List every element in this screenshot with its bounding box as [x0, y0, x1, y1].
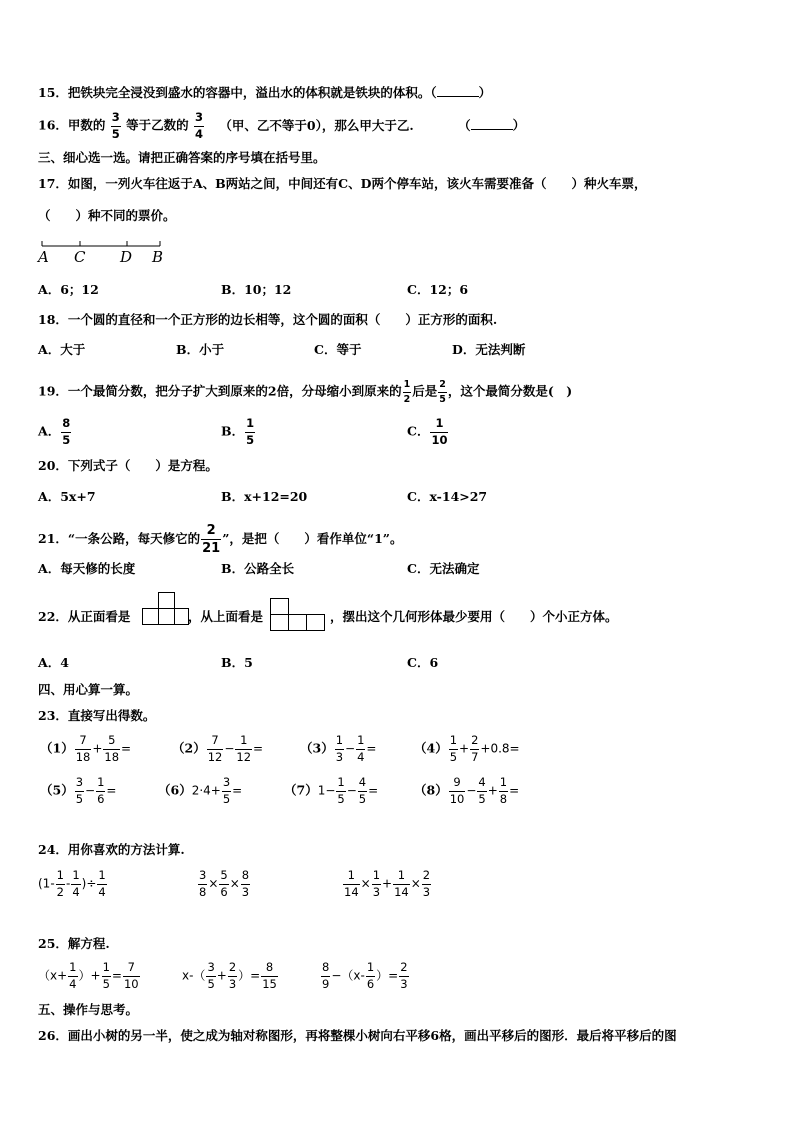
question-15: 15．把铁块完全浸没到盛水的容器中，溢出水的体积就是铁块的体积。（ ）	[38, 85, 492, 100]
operator: +	[487, 783, 498, 798]
fraction: $\frac{1}{5}$	[337, 775, 345, 806]
operator: 1−	[317, 783, 336, 798]
option-c: C． $\frac{1}{10}$	[407, 416, 448, 447]
operator: −	[345, 741, 356, 756]
equation-3	[320, 962, 410, 990]
question-21: 21．“一条公路，每天修它的 $\frac{2}{21}$ ”，是把（ ）看作单位“1”。	[38, 523, 403, 556]
question-20: 20．下列式子（ ）是方程。	[38, 458, 218, 473]
option-b: B． $\frac{1}{5}$	[221, 416, 255, 447]
option-b: B．公路全长	[221, 561, 295, 576]
question-22-pre: 22．从正面看是	[38, 609, 131, 624]
option-b: B．x+12=20	[221, 489, 308, 504]
question-26: 26．画出小树的另一半，使之成为轴对称图形，再将整棵小树向右平移6格，画出平移后的图形．最后将平移后的图	[38, 1028, 677, 1043]
option-d: D．无法判断	[452, 342, 526, 357]
front-view-figure	[142, 592, 190, 628]
operator: ×	[410, 876, 421, 891]
fraction: $\frac{1}{2}$	[403, 379, 411, 405]
fraction: $\frac{2}{7}$	[471, 733, 479, 764]
question-22-post: ，摆出这个几何形体最少要用（ ）个小正方体。	[330, 609, 618, 624]
item-label: （3）	[300, 740, 334, 756]
operator: )÷	[81, 876, 97, 891]
option-c: C．6	[407, 655, 439, 670]
fraction: $\frac{4}{5}$	[358, 775, 367, 806]
fraction: $\frac{1}{4}$	[69, 960, 77, 991]
equation-2	[182, 962, 279, 990]
question-25: 25．解方程.	[38, 936, 110, 951]
question-16: 16．甲数的 $\frac{3}{5}$ 等于乙数的 $\frac{3}{4}$ （甲、乙不等于0），那么甲大于乙. （ ）	[38, 110, 526, 141]
option-c: C．x-14>27	[407, 489, 488, 504]
operator: −	[85, 783, 96, 798]
fraction: $\frac{7}{10}$	[123, 960, 139, 991]
calc-1	[38, 870, 108, 898]
option-b: B．10；12	[221, 282, 292, 297]
operator: -	[65, 876, 71, 891]
fraction: $\frac{1}{10}$	[431, 416, 448, 447]
answer-blank	[471, 119, 513, 130]
fraction: $\frac{2}{3}$	[228, 960, 237, 991]
fraction: $\frac{1}{14}$	[344, 868, 359, 899]
item-label: （1）	[40, 740, 74, 756]
fraction: $\frac{1}{5}$	[246, 416, 255, 447]
fraction: $\frac{3}{5}$	[207, 960, 215, 991]
operator: =	[232, 783, 243, 798]
expression-4	[414, 735, 520, 763]
calc-2	[197, 870, 251, 898]
option-a: A．大于	[38, 342, 86, 357]
option-a: A．4	[38, 655, 69, 670]
expression-6	[158, 777, 242, 805]
operator: 2·4+	[191, 783, 221, 798]
fraction: $\frac{1}{4}$	[72, 868, 80, 899]
section-5-heading: 五、操作与思考。	[38, 1002, 139, 1017]
item-label: （6）	[158, 782, 192, 798]
fraction: $\frac{3}{5}$	[111, 110, 120, 141]
operator: =	[121, 741, 132, 756]
expression-3	[300, 735, 376, 763]
fraction: $\frac{1}{8}$	[499, 775, 508, 806]
operator: ×	[229, 876, 240, 891]
operator: ）+	[78, 968, 101, 983]
fraction: $\frac{8}{3}$	[241, 868, 250, 899]
option-a: A．每天修的长度	[38, 561, 136, 576]
fraction: $\frac{1}{5}$	[102, 960, 110, 991]
fraction: $\frac{1}{12}$	[236, 733, 252, 764]
expression-7	[284, 777, 378, 805]
option-b: B．5	[221, 655, 253, 670]
item-label: （7）	[284, 782, 318, 798]
option-c: C．无法确定	[407, 561, 480, 576]
fraction: $\frac{8}{15}$	[262, 960, 277, 991]
fraction: $\frac{1}{6}$	[97, 775, 105, 806]
station-label-b: B	[152, 248, 164, 266]
fraction: $\frac{1}{3}$	[372, 868, 381, 899]
question-18: 18．一个圆的直径和一个正方形的边长相等，这个圆的面积（ ）正方形的面积.	[38, 312, 498, 327]
operator: −	[346, 783, 357, 798]
operator: −	[466, 783, 477, 798]
option-a: A． $\frac{8}{5}$	[38, 416, 71, 447]
calc-3	[342, 870, 432, 898]
operator: ）=	[238, 968, 261, 983]
fraction: $\frac{5}{6}$	[220, 868, 228, 899]
operator: =	[368, 783, 379, 798]
item-label: （4）	[414, 740, 448, 756]
operator: ×	[208, 876, 219, 891]
operator: =	[366, 741, 377, 756]
option-b: B．小于	[176, 342, 225, 357]
top-view-figure	[270, 598, 330, 634]
fraction: $\frac{7}{18}$	[75, 733, 91, 764]
item-label: （2）	[172, 740, 206, 756]
option-c: C．等于	[314, 342, 362, 357]
fraction: $\frac{2}{3}$	[400, 960, 408, 991]
operator: =	[111, 968, 122, 983]
fraction: $\frac{1}{4}$	[357, 733, 365, 764]
answer-blank	[437, 86, 479, 97]
expression-5	[40, 777, 116, 805]
section-4-heading: 四、用心算一算。	[38, 682, 139, 697]
fraction: $\frac{3}{5}$	[222, 775, 231, 806]
fraction: $\frac{1}{2}$	[56, 868, 64, 899]
operator: =	[509, 783, 520, 798]
option-c: C．12；6	[407, 282, 469, 297]
fraction: $\frac{3}{4}$	[195, 110, 204, 141]
operator: ）=	[376, 968, 399, 983]
question-24: 24．用你喜欢的方法计算.	[38, 842, 185, 857]
fraction: $\frac{9}{10}$	[449, 775, 465, 806]
fraction: $\frac{8}{9}$	[322, 960, 330, 991]
operator: +	[459, 741, 470, 756]
item-label: （8）	[414, 782, 448, 798]
operator: +0.8=	[480, 741, 520, 756]
option-a: A．5x+7	[38, 489, 96, 504]
fraction: $\frac{3}{5}$	[75, 775, 84, 806]
fraction: $\frac{1}{3}$	[335, 733, 344, 764]
question-23: 23．直接写出得数。	[38, 708, 156, 723]
question-17-line-1: 17．如图，一列火车往返于A、B两站之间，中间还有C、D两个停车站，该火车需要准备（ ）种火车票，	[38, 176, 647, 191]
expression-8	[414, 777, 519, 805]
fraction: $\frac{1}{14}$	[394, 868, 409, 899]
operator: =	[253, 741, 264, 756]
fraction: $\frac{3}{8}$	[199, 868, 207, 899]
operator: =	[106, 783, 117, 798]
operator: −	[224, 741, 235, 756]
expression-2	[172, 735, 263, 763]
station-label-a: A	[38, 248, 49, 266]
fraction: $\frac{1}{4}$	[98, 868, 106, 899]
operator: ×	[360, 876, 371, 891]
question-22-mid: ，从上面看是	[188, 609, 264, 624]
question-15-text: 15．把铁块完全浸没到盛水的容器中，溢出水的体积就是铁块的体积。（	[38, 85, 437, 100]
operator: −（x-	[331, 968, 365, 983]
fraction: $\frac{7}{12}$	[207, 733, 223, 764]
operator: +	[92, 741, 103, 756]
fraction: $\frac{4}{5}$	[478, 775, 486, 806]
expression-1	[40, 735, 131, 763]
operator: +	[216, 968, 227, 983]
equation-1	[38, 962, 141, 990]
question-19: 19．一个最简分数，把分子扩大到原来的2倍，分母缩小到原来的 $\frac{1}{2}$ 后是 $\frac{2}{5}$ ，这个最简分数是( )	[38, 379, 573, 405]
fraction: $\frac{2}{21}$	[202, 523, 221, 556]
option-a: A．6；12	[38, 282, 99, 297]
item-label: （5）	[40, 782, 74, 798]
operator: （x+	[38, 968, 68, 983]
fraction: $\frac{8}{5}$	[62, 416, 71, 447]
operator: x-（	[182, 968, 206, 983]
station-label-c: C	[74, 248, 86, 266]
section-3-heading: 三、细心选一选。请把正确答案的序号填在括号里。	[38, 150, 326, 165]
fraction: $\frac{1}{6}$	[366, 960, 375, 991]
operator: +	[382, 876, 393, 891]
fraction: $\frac{5}{18}$	[104, 733, 120, 764]
fraction: $\frac{2}{3}$	[422, 868, 431, 899]
question-17-line-2: （ ）种不同的票价。	[38, 208, 176, 223]
fraction: $\frac{1}{5}$	[449, 733, 458, 764]
operator: (1-	[38, 876, 55, 891]
station-label-d: D	[120, 248, 133, 266]
fraction: $\frac{2}{5}$	[439, 379, 446, 405]
